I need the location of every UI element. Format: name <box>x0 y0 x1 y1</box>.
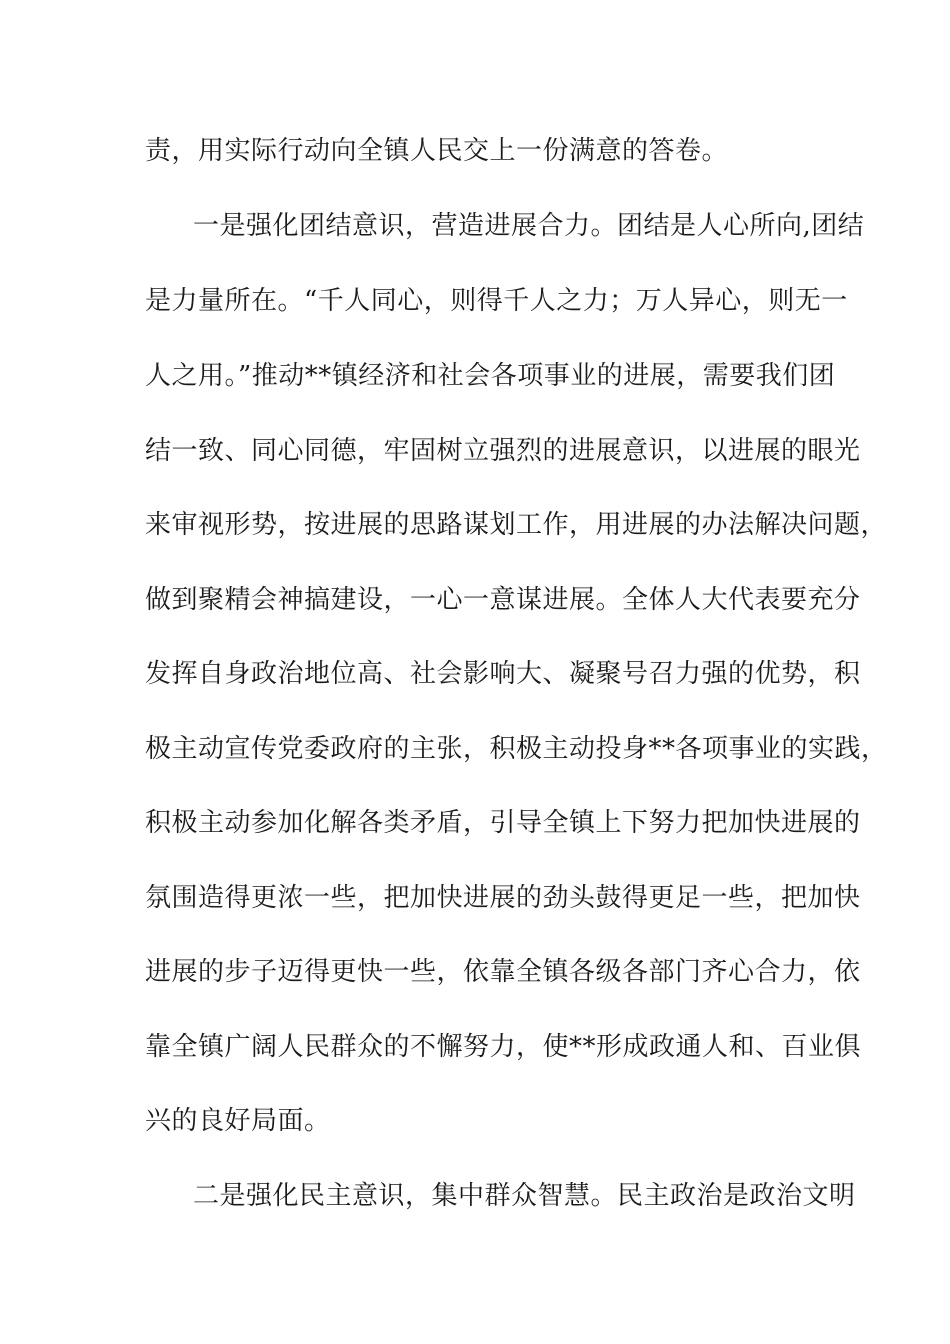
text-line-13: 靠全镇广阔人民群众的不懈努力，使**形成政通人和、百业俱 <box>145 1032 862 1062</box>
text-line-15: 二是强化民主意识，集中群众智慧。民主政治是政治文明 <box>193 1181 856 1211</box>
text-line-9: 极主动宣传党委政府的主张，积极主动投身**各项事业的实践， <box>145 734 888 764</box>
text-line-3: 是力量所在。“千人同心，则得千人之力；万人异心，则无一 <box>145 286 848 316</box>
text-line-12: 进展的步子迈得更快一些，依靠全镇各级各部门齐心合力，依 <box>145 957 861 987</box>
text-line-11: 氛围造得更浓一些，把加快进展的劲头鼓得更足一些，把加快 <box>145 883 861 913</box>
text-line-1: 责，用实际行动向全镇人民交上一份满意的答卷。 <box>145 136 729 166</box>
text-line-8: 发挥自身政治地位高、社会影响大、凝聚号召力强的优势，积 <box>145 659 861 689</box>
text-line-6: 来审视形势，按进展的思路谋划工作，用进展的办法解决问题， <box>145 510 888 540</box>
text-line-4: 人之用。”推动**镇经济和社会各项事业的进展，需要我们团 <box>145 361 836 391</box>
text-line-2: 一是强化团结意识，营造进展合力。团结是人心所向,团结 <box>193 211 865 241</box>
text-line-5: 结一致、同心同德，牢固树立强烈的进展意识，以进展的眼光 <box>145 436 861 466</box>
text-line-14: 兴的良好局面。 <box>145 1106 331 1136</box>
text-line-10: 积极主动参加化解各类矛盾，引导全镇上下努力把加快进展的 <box>145 808 861 838</box>
text-line-7: 做到聚精会神搞建设，一心一意谋进展。全体人大代表要充分 <box>145 585 861 615</box>
